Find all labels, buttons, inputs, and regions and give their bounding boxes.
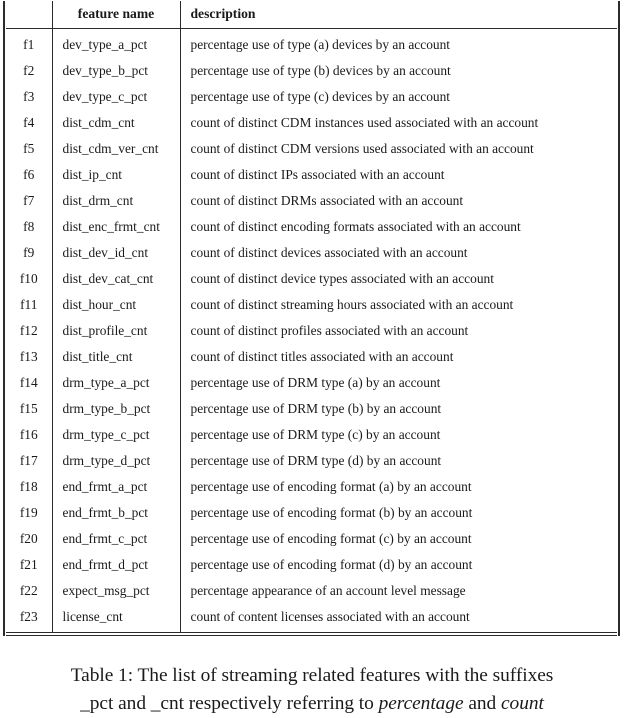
cell-feature-description: count of distinct DRMs associated with an account [190, 192, 464, 208]
cell-feature-description: percentage use of encoding format (b) by an account [190, 504, 473, 520]
cell-feature-description: percentage use of encoding format (d) by an account [190, 556, 473, 572]
table-header [6, 1, 617, 28]
table-row [6, 110, 617, 136]
cell-feature-description: percentage use of type (a) devices by an account [190, 36, 451, 52]
cell-feature-id: f20 [6, 526, 52, 552]
cell-feature-name: drm_type_c_pct [52, 422, 180, 448]
cell-feature-description: count of content licenses associated with an account [190, 608, 470, 624]
column-header-feature-name: feature name [52, 1, 180, 28]
table-row [6, 136, 617, 162]
cell-feature-name: dist_dev_id_cnt [52, 240, 180, 266]
caption-line1: The list of streaming related features with the suffixes [137, 665, 554, 686]
table-row [6, 292, 617, 318]
cell-feature-id: f21 [6, 552, 52, 578]
table-row [6, 58, 617, 84]
table-row [6, 214, 617, 240]
cell-feature-id: f19 [6, 500, 52, 526]
cell-feature-description: percentage use of type (b) devices by an account [190, 62, 451, 78]
cell-feature-name: expect_msg_pct [52, 578, 180, 604]
table-row [6, 604, 617, 632]
table-row [6, 28, 617, 58]
cell-feature-id: f18 [6, 474, 52, 500]
cell-feature-id: f12 [6, 318, 52, 344]
cell-feature-id: f15 [6, 396, 52, 422]
cell-feature-name: dist_cdm_ver_cnt [52, 136, 180, 162]
cell-feature-description: percentage use of DRM type (b) by an account [190, 400, 442, 416]
cell-feature-description: percentage appearance of an account level message [190, 582, 466, 598]
cell-feature-description: percentage use of encoding format (c) by an account [190, 530, 472, 546]
column-header-description: description [180, 1, 617, 28]
cell-feature-description: count of distinct device types associated with an account [190, 270, 494, 286]
table-row [6, 344, 617, 370]
cell-feature-name: license_cnt [52, 604, 180, 632]
cell-feature-description: count of distinct titles associated with an account [190, 348, 454, 364]
cell-feature-name: dev_type_b_pct [52, 58, 180, 84]
table-row [6, 552, 617, 578]
cell-feature-id: f11 [6, 292, 52, 318]
cell-feature-description: count of distinct CDM versions used associated with an account [190, 140, 534, 156]
cell-feature-name: dist_profile_cnt [52, 318, 180, 344]
cell-feature-description: percentage use of DRM type (c) by an account [190, 426, 441, 442]
cell-feature-id: f3 [6, 84, 52, 110]
table-row [6, 500, 617, 526]
cell-feature-description: percentage use of type (c) devices by an account [190, 88, 451, 104]
table-row [6, 84, 617, 110]
table-row [6, 240, 617, 266]
feature-table-inner-rule [4, 1, 619, 636]
table-bottom-rule [6, 632, 617, 636]
cell-feature-name: end_frmt_d_pct [52, 552, 180, 578]
table-row [6, 370, 617, 396]
table-row [6, 422, 617, 448]
cell-feature-id: f13 [6, 344, 52, 370]
feature-table [6, 1, 617, 632]
cell-feature-name: dist_enc_frmt_cnt [52, 214, 180, 240]
column-header-id [6, 1, 52, 28]
table-row [6, 162, 617, 188]
cell-feature-name: dist_title_cnt [52, 344, 180, 370]
cell-feature-description: count of distinct profiles associated with an account [190, 322, 469, 338]
cell-feature-name: drm_type_a_pct [52, 370, 180, 396]
cell-feature-description: percentage use of DRM type (a) by an account [190, 374, 441, 390]
table-row [6, 318, 617, 344]
table-row [6, 526, 617, 552]
table-row [6, 396, 617, 422]
cell-feature-id: f17 [6, 448, 52, 474]
table-caption [2, 662, 622, 718]
cell-feature-id: f16 [6, 422, 52, 448]
caption-label: Table 1: [70, 665, 134, 686]
cell-feature-id: f7 [6, 188, 52, 214]
cell-feature-id: f4 [6, 110, 52, 136]
cell-feature-description: percentage use of DRM type (d) by an account [190, 452, 442, 468]
cell-feature-id: f14 [6, 370, 52, 396]
cell-feature-id: f22 [6, 578, 52, 604]
cell-feature-name: dist_ip_cnt [52, 162, 180, 188]
caption-emphasis-count: count [501, 693, 544, 714]
cell-feature-name: drm_type_b_pct [52, 396, 180, 422]
cell-feature-description: count of distinct CDM instances used associated with an account [190, 114, 539, 130]
cell-feature-description: count of distinct IPs associated with an account [190, 166, 445, 182]
table-row [6, 266, 617, 292]
cell-feature-description: count of distinct encoding formats associated with an account [190, 218, 521, 234]
cell-feature-description: count of distinct streaming hours associated with an account [190, 296, 514, 312]
cell-feature-id: f9 [6, 240, 52, 266]
cell-feature-name: dist_drm_cnt [52, 188, 180, 214]
cell-feature-id: f2 [6, 58, 52, 84]
feature-table-container [3, 1, 620, 636]
cell-feature-description: percentage use of encoding format (a) by an account [190, 478, 472, 494]
cell-feature-name: dist_cdm_cnt [52, 110, 180, 136]
cell-feature-id: f1 [6, 28, 52, 58]
cell-feature-id: f6 [6, 162, 52, 188]
table-row [6, 578, 617, 604]
cell-feature-name: dist_dev_cat_cnt [52, 266, 180, 292]
cell-feature-name: dev_type_a_pct [52, 28, 180, 58]
cell-feature-id: f5 [6, 136, 52, 162]
table-header-row [6, 1, 617, 28]
cell-feature-description: count of distinct devices associated with an account [190, 244, 468, 260]
table-body [6, 28, 617, 632]
cell-feature-id: f10 [6, 266, 52, 292]
cell-feature-name: end_frmt_a_pct [52, 474, 180, 500]
cell-feature-name: drm_type_d_pct [52, 448, 180, 474]
caption-line2-mid: and [468, 693, 497, 714]
caption-emphasis-percentage: percentage [378, 693, 464, 714]
table-row [6, 188, 617, 214]
cell-feature-name: end_frmt_c_pct [52, 526, 180, 552]
caption-line2-pre: _pct and _cnt respectively referring to [80, 693, 374, 714]
cell-feature-id: f23 [6, 604, 52, 632]
table-row [6, 448, 617, 474]
cell-feature-name: end_frmt_b_pct [52, 500, 180, 526]
cell-feature-id: f8 [6, 214, 52, 240]
table-row [6, 474, 617, 500]
cell-feature-name: dev_type_c_pct [52, 84, 180, 110]
cell-feature-name: dist_hour_cnt [52, 292, 180, 318]
